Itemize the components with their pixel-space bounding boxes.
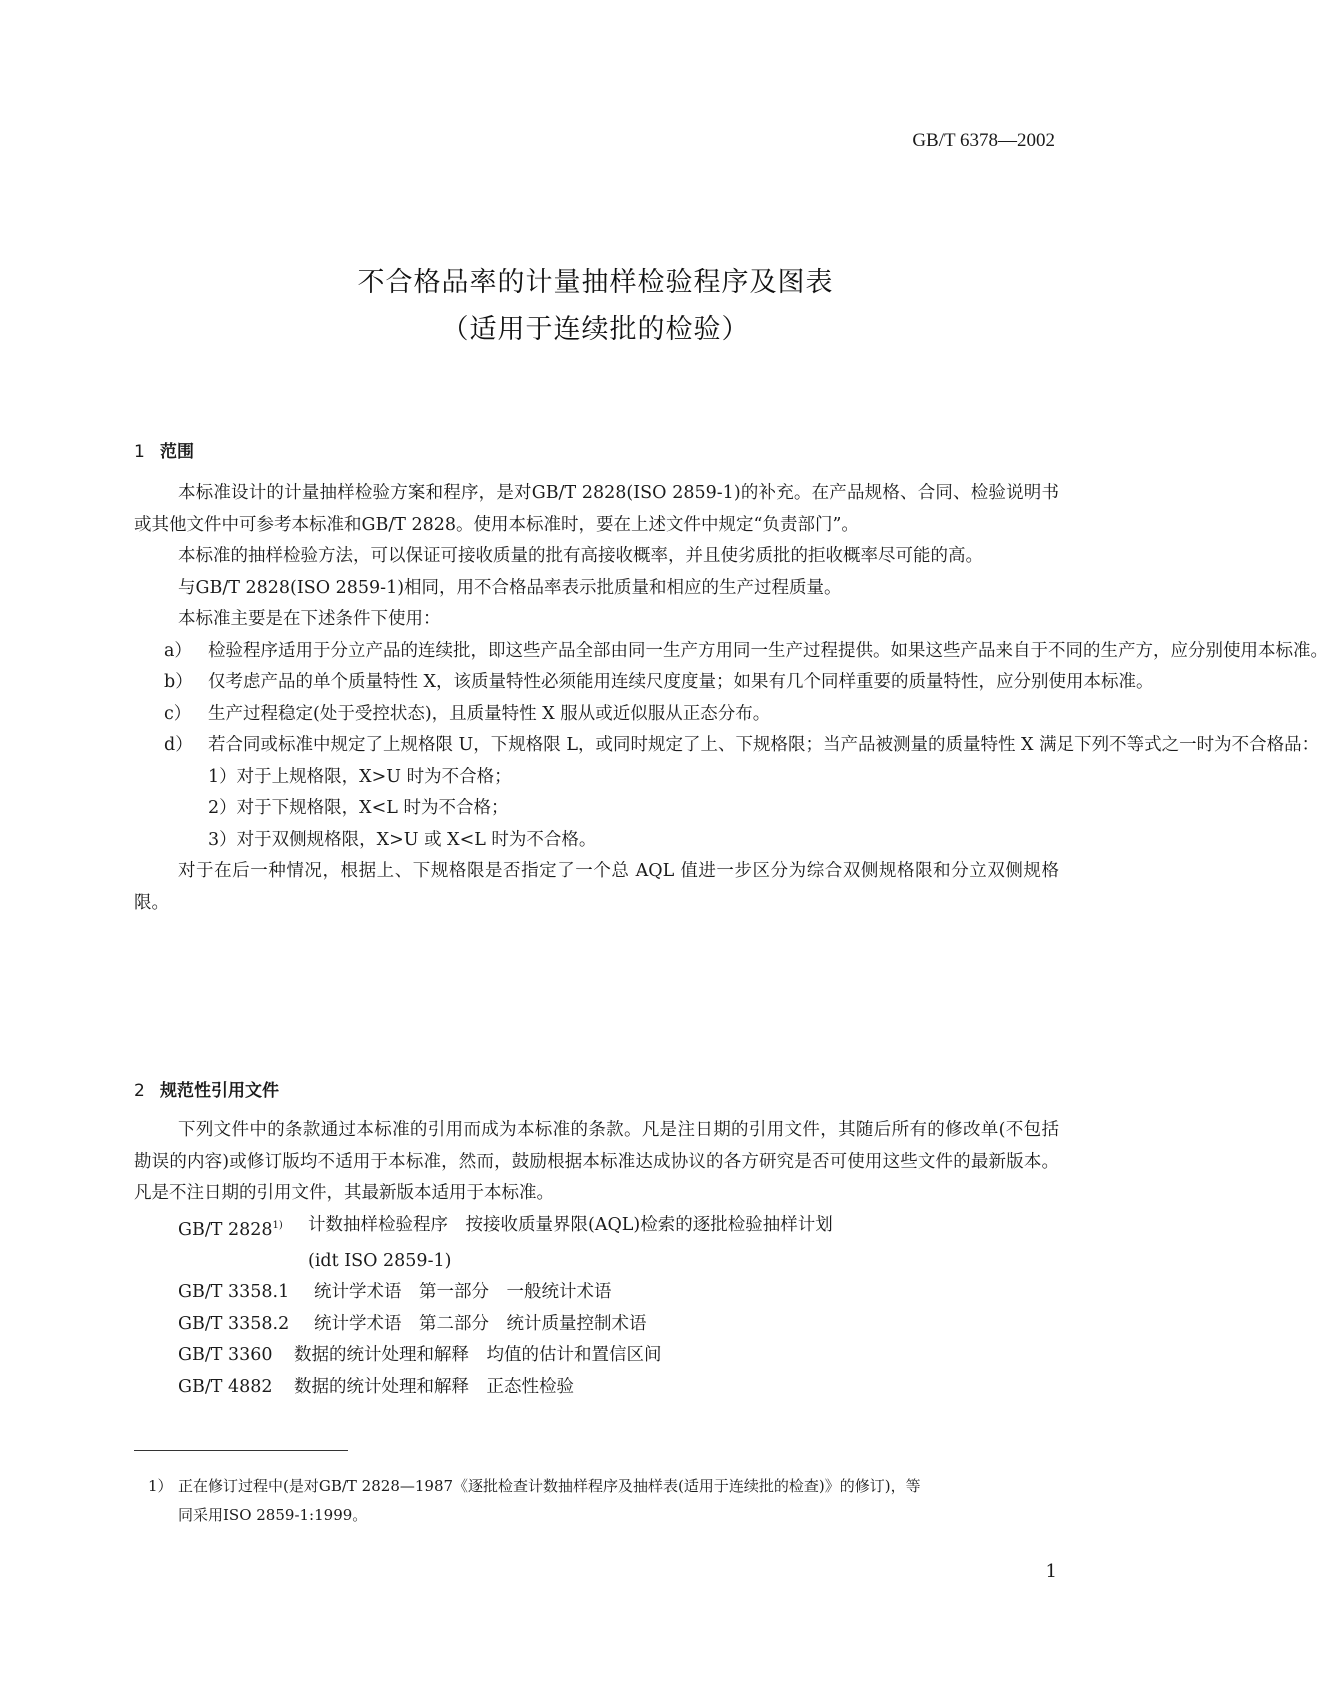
section-number: 2 [134, 1081, 145, 1101]
list-item [164, 699, 1059, 731]
reference-title: 统计学术语 第二部分 统计质量控制术语 [314, 1313, 647, 1334]
document-subtitle: （适用于连续批的检验） [441, 314, 750, 345]
reference-code: GB/T 3358.2 [178, 1313, 290, 1334]
reference-code: GB/T 3358.1 [178, 1282, 290, 1303]
list-item [164, 667, 1154, 699]
footnote-label: 1） [148, 1477, 173, 1495]
reference-code-text: GB/T 2828 [178, 1219, 273, 1240]
list-text: 若合同或标准中规定了上规格限 U，下规格限 L，或同时规定了上、下规格限；当产品被测量的质量特性 X 满足下列不等式之一时为不合格品： [208, 735, 1320, 755]
list-label: d） [164, 735, 193, 755]
paragraph: 对于在后一种情况，根据上、下规格限是否指定了一个总 AQL 值进一步区分为综合双侧规格限和分立双侧规格限。 [134, 861, 1059, 913]
footnote-marker: 1) [272, 1219, 283, 1231]
footnote-line: 正在修订过程中(是对GB/T 2828—1987《逐批检查计数抽样程序及抽样表(适用于连续批的检查)》的修订)，等 [178, 1477, 921, 1495]
reference-item [178, 1210, 1059, 1246]
paragraph: 本标准的抽样检验方法，可以保证可接收质量的批有高接收概率，并且使劣质批的拒收概率尽可能的高。 [178, 546, 983, 566]
footnote-divider [134, 1450, 348, 1451]
reference-code: GB/T 3360 [178, 1345, 273, 1366]
reference-note: (idt ISO 2859-1) [308, 1250, 452, 1271]
list-item [164, 730, 1320, 762]
standard-code: GB/T 6378—2002 [912, 130, 1055, 151]
reference-item [178, 1309, 1059, 1341]
reference-title: 计数抽样检验程序 按接收质量界限(AQL)检索的逐批检验抽样计划 [308, 1214, 833, 1235]
reference-item [178, 1277, 1059, 1309]
reference-code [178, 1210, 308, 1246]
footnote-line: 同采用ISO 2859-1:1999。 [178, 1506, 368, 1524]
document-title: 不合格品率的计量抽样检验程序及图表 [357, 267, 834, 298]
list-label: a） [164, 640, 192, 661]
paragraph: 本标准设计的计量抽样检验方案和程序，是对GB/T 2828(ISO 2859-1)的补充。在产品规格、合同、检验说明书或其他文件中可参考本标准和GB/T 2828。使用本标准时，要在上述文件中规定“负责部门”。 [134, 483, 1059, 535]
page-number: 1 [1045, 1561, 1057, 1582]
condition-list [134, 636, 1328, 857]
reference-item [178, 1372, 1059, 1404]
paragraph: 与GB/T 2828(ISO 2859-1)相同，用不合格品率表示批质量和相应的生产过程质量。 [178, 577, 842, 598]
sub-list-item: 1）对于上规格限，X>U 时为不合格； [208, 766, 512, 787]
section-number: 1 [134, 442, 145, 462]
list-label: b） [164, 672, 193, 692]
list-label: c） [164, 703, 192, 724]
sub-list [164, 762, 1059, 857]
sub-list-item: 3）对于双侧规格限，X>U 或 X<L 时为不合格。 [208, 829, 597, 850]
reference-list [134, 1210, 1059, 1404]
list-text: 检验程序适用于分立产品的连续批，即这些产品全部由同一生产方用同一生产过程提供。如果这些产品来自于不同的生产方，应分别使用本标准。 [208, 640, 1328, 661]
reference-title: 数据的统计处理和解释 正态性检验 [294, 1376, 574, 1397]
paragraph: 下列文件中的条款通过本标准的引用而成为本标准的条款。凡是注日期的引用文件，其随后所有的修改单(不包括勘误的内容)或修订版均不适用于本标准，然而，鼓励根据本标准达成协议的各方研究是否可使用这些文件的最新版本。凡是不注日期的引用文件，其最新版本适用于本标准。 [134, 1120, 1059, 1203]
section-1-body [134, 478, 1328, 919]
section-title: 范围 [160, 442, 194, 462]
list-text: 生产过程稳定(处于受控状态)，且质量特性 X 服从或近似服从正态分布。 [208, 703, 771, 724]
section-title: 规范性引用文件 [160, 1081, 279, 1101]
sub-list-item: 2）对于下规格限，X<L 时为不合格； [208, 798, 509, 818]
section-2-heading [134, 1076, 279, 1101]
list-text: 仅考虑产品的单个质量特性 X，该质量特性必须能用连续尺度度量；如果有几个同样重要的质量特性，应分别使用本标准。 [208, 672, 1154, 692]
section-1-heading [134, 437, 194, 462]
paragraph: 本标准主要是在下述条件下使用： [178, 609, 441, 629]
section-2-body [134, 1115, 1059, 1403]
reference-title: 统计学术语 第一部分 一般统计术语 [314, 1282, 612, 1303]
reference-code: GB/T 4882 [178, 1376, 273, 1397]
reference-title: 数据的统计处理和解释 均值的估计和置信区间 [294, 1345, 662, 1366]
reference-item [178, 1340, 1059, 1372]
footnote [148, 1472, 1058, 1530]
list-item [164, 636, 1328, 668]
